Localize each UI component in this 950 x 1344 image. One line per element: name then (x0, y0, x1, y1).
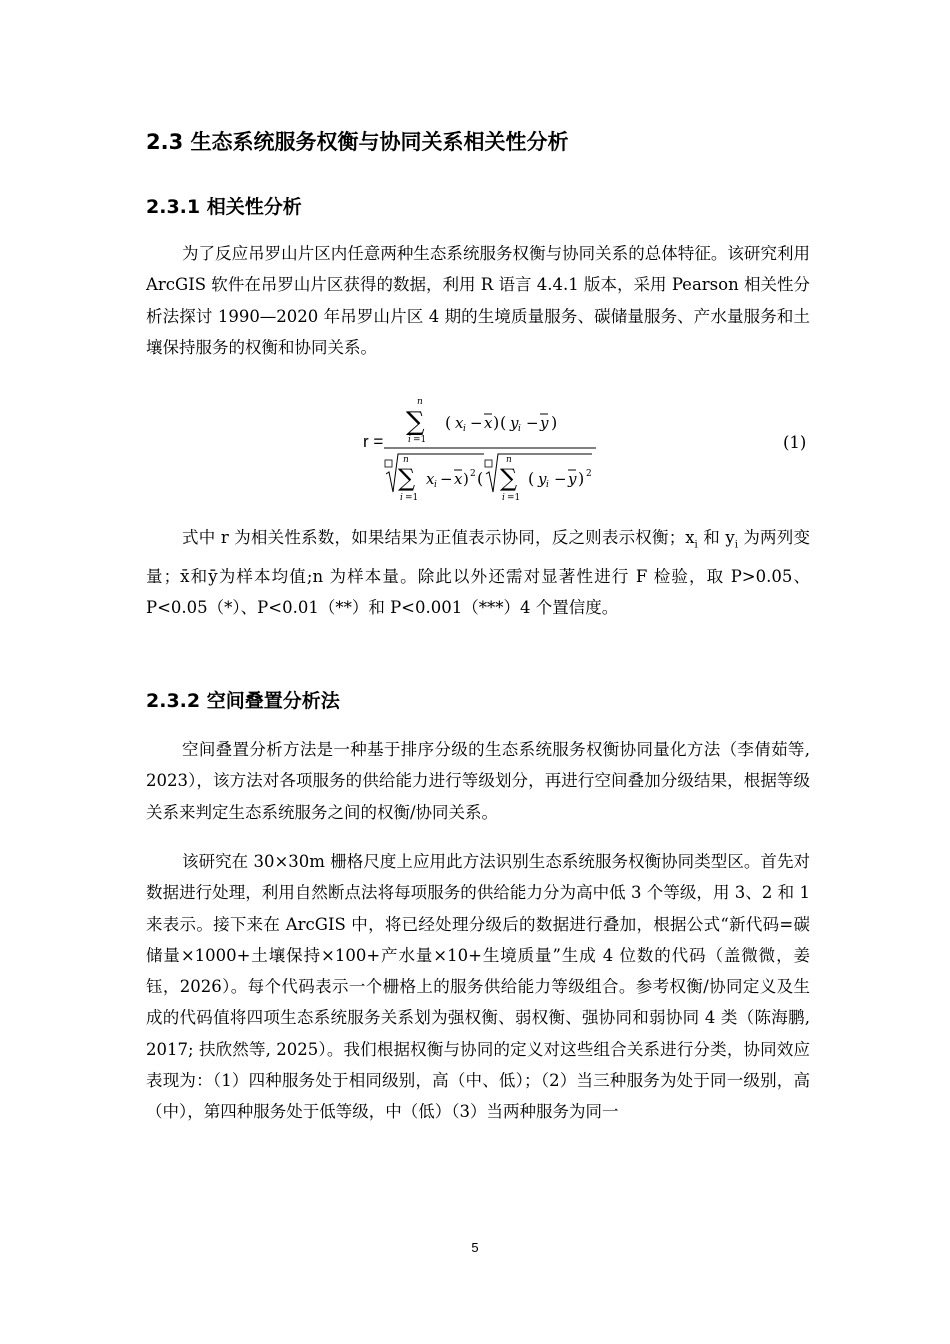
variable-x-subscript: i (694, 539, 698, 551)
svg-text:−: − (554, 470, 567, 488)
explanation-text-1: 式中 r 为相关性系数，如果结果为正值表示协同，反之则表示权衡； (182, 528, 686, 547)
svg-text:y: y (510, 414, 519, 432)
svg-text:=1: =1 (507, 493, 521, 503)
svg-text:2: 2 (470, 469, 476, 479)
svg-text:2: 2 (586, 469, 592, 479)
svg-text:): ) (493, 413, 500, 432)
explanation-text-2: 为两列变量；x̄和ȳ为样本均值;n 为样本量。除此以外还需对显著性进行 F 检验，取 P>0.05、P<0.05（*）、P<0.01（**）和 P<0.001（***）4 个置信度。 (146, 528, 810, 617)
svg-text:x: x (454, 470, 463, 488)
svg-text:n: n (403, 455, 409, 465)
svg-text:∑: ∑ (500, 464, 518, 492)
svg-text:i: i (502, 493, 505, 503)
svg-text:(: ( (445, 413, 452, 432)
variable-y: y (725, 528, 735, 547)
svg-text:i: i (546, 480, 549, 490)
svg-text:y: y (568, 470, 577, 488)
svg-text:n: n (417, 397, 423, 407)
svg-text:∑: ∑ (398, 464, 416, 492)
svg-text:): ) (578, 469, 585, 488)
variable-y-subscript: i (734, 539, 738, 551)
svg-text:x: x (426, 470, 435, 488)
svg-text:): ) (463, 470, 469, 488)
page-number: 5 (471, 1240, 479, 1255)
paragraph-overlay-method: 空间叠置分析方法是一种基于排序分级的生态系统服务权衡协同量化方法（李倩茹等, 2023），该方法对各项服务的供给能力进行等级划分，再进行空间叠加分级结果，根据等级关系来判定生态系统服务之间的权衡/协同关系。 (146, 740, 810, 822)
svg-text:(: ( (500, 413, 507, 432)
svg-text:y: y (538, 470, 547, 488)
svg-text:−: − (526, 414, 539, 432)
section-heading: 2.3 生态系统服务权衡与协同关系相关性分析 (146, 130, 569, 154)
svg-text:∑: ∑ (406, 407, 425, 437)
svg-text:x: x (484, 414, 493, 432)
formula-number: (1) (783, 433, 807, 452)
paragraph-overlay-application: 该研究在 30×30m 栅格尺度上应用此方法识别生态系统服务权衡协同类型区。首先对数据进行处理，利用自然断点法将每项服务的供给能力分为高中低 3 个等级，用 3、2 和 1 来表示。接下来在 ArcGIS 中，将已经处理分级后的数据进行叠加，根据公式“新代码=碳储量×1000+土壤保持×100+产水量×10+生境质量”生成 4 位数的代码（盖微微，姜钰，2026）。每个代码表示一个栅格上的服务供给能力等级组合。参考权衡/协同定义及生成的代码值将四项生态系统服务关系划为强权衡、弱权衡、强协同和弱协同 4 类（陈海鹏, 2017; 扶欣然等, 2025）。我们根据权衡与协同的定义对这些组合关系进行分类，协同效应表现为：（1）四种服务处于相同级别，高（中、低）；（2）当三种服务为处于同一级别，高（中），第四种服务处于低等级，中（低）（3）当两种服务为同一 (146, 852, 810, 1122)
explanation-and: 和 (697, 528, 726, 547)
svg-text:(: ( (477, 469, 484, 488)
svg-text:=1: =1 (405, 493, 419, 503)
paragraph-correlation-intro: 为了反应吊罗山片区内任意两种生态系统服务权衡与协同关系的总体特征。该研究利用 ArcGIS 软件在吊罗山片区获得的数据，利用 R 语言 4.4.1 版本，采用 Pearson 相关性分析法探讨 1990—2020 年吊罗山片区 4 期的生境质量服务、碳储量服务、产水量服务和土壤保持服务的权衡和协同关系。 (146, 244, 810, 357)
subsection-heading-overlay: 2.3.2 空间叠置分析法 (146, 690, 340, 712)
svg-text:): ) (551, 413, 558, 432)
svg-text:i: i (463, 424, 466, 434)
svg-text:y: y (540, 414, 549, 432)
formula-lhs: r = (363, 432, 384, 451)
subsection-heading-correlation: 2.3.1 相关性分析 (146, 196, 302, 218)
svg-text:i: i (400, 493, 403, 503)
svg-text:=1: =1 (413, 435, 427, 445)
svg-text:x: x (455, 414, 464, 432)
svg-text:i: i (408, 435, 411, 445)
svg-text:i: i (434, 480, 437, 490)
pearson-formula (360, 394, 630, 512)
svg-text:(: ( (528, 469, 535, 488)
paragraph-formula-explanation (146, 522, 810, 623)
svg-text:−: − (440, 470, 453, 488)
svg-text:−: − (470, 414, 483, 432)
svg-text:n: n (506, 455, 512, 465)
variable-x: x (685, 528, 695, 547)
svg-text:i: i (518, 424, 521, 434)
